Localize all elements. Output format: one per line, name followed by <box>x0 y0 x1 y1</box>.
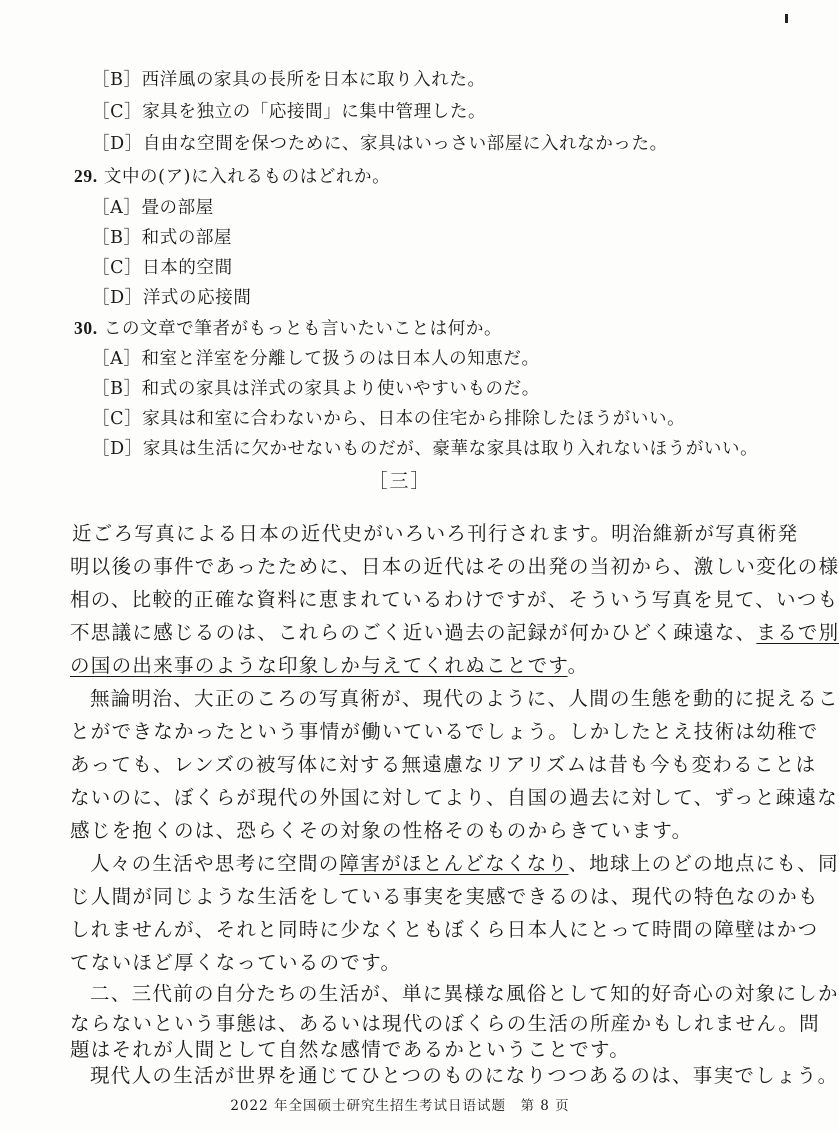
q29-option-c: ［C］日本的空間 <box>92 258 233 278</box>
passage-line: ならないという事態は、あるいは現代のぼくらの生活の所産かもしれません。問 <box>70 1012 820 1035</box>
passage-line: 無論明治、大正のころの写真術が、現代のように、人間の生態を動的に捉えるこ <box>90 687 839 710</box>
passage-line: じ人間が同じような生活をしている事実を実感できるのは、現代の特色なのかも <box>70 885 819 908</box>
underlined-phrase: の国の出来事のような印象しか与えてくれぬことです <box>70 654 568 677</box>
q30-option-a: ［A］和室と洋室を分離して扱うのは日本人の知恵だ。 <box>92 349 540 369</box>
page-footer: 2022 年全国硕士研究生招生考试日语试题 第 8 页 <box>230 1098 570 1114</box>
passage-text: 。 <box>567 654 589 677</box>
question-29 <box>74 164 390 189</box>
q28-option-b: ［B］西洋風の家具の長所を日本に取り入れた。 <box>92 70 486 90</box>
passage-line: 相の、比較的正確な資料に恵まれているわけですが、そういう写真を見て、いつも <box>70 588 839 611</box>
passage-line: 感じを抱くのは、恐らくその対象の性格そのものからきています。 <box>70 819 693 842</box>
margin-mark <box>785 14 788 23</box>
q30-option-c: ［C］家具は和室に合わないから、日本の住宅から排除したほうがいい。 <box>92 409 686 429</box>
passage-line: 現代人の生活が世界を通じてひとつのものになりつつあるのは、事実でしょう。 <box>90 1064 839 1087</box>
passage-text: 人々の生活や思考に空間の <box>90 852 340 875</box>
question-number: 29. <box>74 166 98 186</box>
section-title: ［三］ <box>368 470 432 492</box>
q28-option-d: ［D］自由な空間を保つために、家具はいっさい部屋に入れなかった。 <box>92 134 668 154</box>
passage-line: とができなかったという事情が働いているでしょう。しかしたとえ技術は幼稚で <box>70 720 819 743</box>
underlined-phrase: 障害がほとんどなくなり <box>339 852 569 875</box>
passage-text: 、地球上のどの地点にも、同 <box>568 852 839 875</box>
q30-option-d: ［D］家具は生活に欠かせないものだが、豪華な家具は取り入れないほうがいい。 <box>92 439 759 459</box>
passage-line <box>70 652 588 680</box>
q29-option-d: ［D］洋式の応接間 <box>92 288 252 308</box>
passage-line: てないほど厚くなっているのです。 <box>70 951 402 974</box>
passage-line <box>90 850 839 878</box>
passage-line: 近ごろ写真による日本の近代史がいろいろ刊行されます。明治維新が写真術発 <box>72 522 799 545</box>
passage-line: あっても、レンズの被写体に対する無遠慮なリアリズムは昔も今も変わることは <box>70 753 817 776</box>
q29-option-a: ［A］畳の部屋 <box>92 198 214 218</box>
question-number: 30. <box>74 318 98 338</box>
question-text: この文章で筆者がもっとも言いたいことは何か。 <box>103 319 503 339</box>
passage-line: 二、三代前の自分たちの生活が、単に異様な風俗として知的好奇心の対象にしか <box>90 982 839 1005</box>
passage-line: しれませんが、それと同時に少なくともぼくら日本人にとって時間の障壁はかつ <box>70 918 819 941</box>
question-text: 文中の(ア)に入れるものはどれか。 <box>103 167 391 187</box>
passage-line <box>70 619 839 647</box>
underlined-phrase: まるで別 <box>756 621 839 644</box>
question-30 <box>74 316 502 341</box>
q30-option-b: ［B］和式の家具は洋式の家具より使いやすいものだ。 <box>92 379 540 399</box>
q29-option-b: ［B］和式の部屋 <box>92 228 233 248</box>
passage-line: ないのに、ぼくらが現代の外国に対してより、自国の過去に対して、ずっと疎遠な <box>70 786 839 809</box>
q28-option-c: ［C］家具を独立の「応接間」に集中管理した。 <box>92 102 487 122</box>
passage-line: 明以後の事件であったために、日本の近代はその出発の当初から、激しい変化の様 <box>70 555 839 578</box>
passage-text: 不思議に感じるのは、これらのごく近い過去の記録が何かひどく疎遠な、 <box>70 621 757 644</box>
passage-line: 題はそれが人間として自然な感情であるかということです。 <box>70 1038 631 1061</box>
